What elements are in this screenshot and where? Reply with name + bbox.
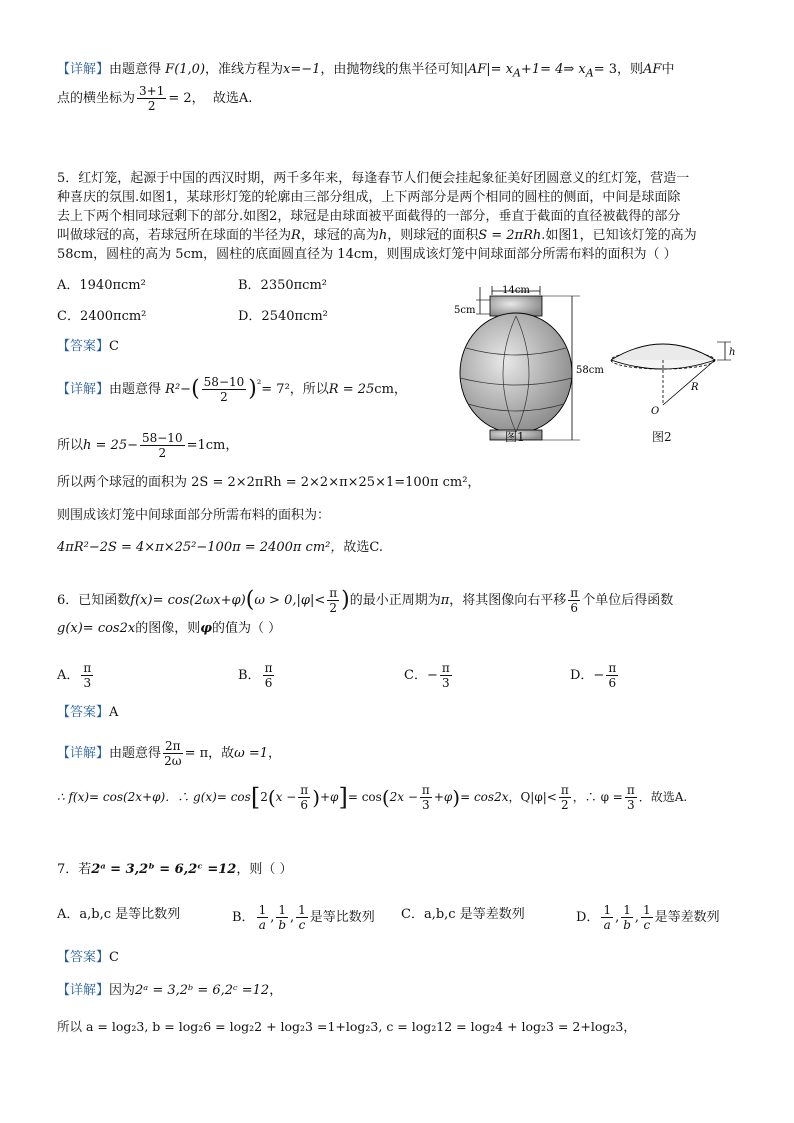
dim-right-label: 58cm [576,365,604,376]
q7-answer: 【答案】C [57,950,119,965]
figure-2-spherical-cap [605,330,745,420]
detail-tag: 【详解】 [57,62,110,77]
fraction: $\frac{2\pi}{2\omega}$ [164,739,182,768]
q5-option-c: C．2400πcm² [57,309,147,324]
q7-option-d: D． $\frac{1}{a}$ , $\frac{1}{b}$ , $\frac{1}{c}$ 是等差数列 [576,903,720,932]
fraction: $\frac{\pi}{2}$ [329,586,338,615]
label-O: O [651,406,660,417]
fraction: $\frac{\pi}{6}$ [570,586,579,615]
q6-detail-line1: 【详解】由题意得 $\frac{2\pi}{2\omega}$ = π，故ω =1， [57,739,282,768]
q5-option-b: B．2350πcm² [238,278,328,293]
q6-answer: 【答案】A [57,705,119,720]
q5-stem-line5: 58cm，圆柱的高为 5cm，圆柱的底面圆直径为 14cm，则围成该灯笼中间球面部分所需布料的面积为（ ） [57,247,677,262]
q5-detail-line2: 所以h = 25− $\frac{58-10}{2}$ =1cm， [57,431,239,460]
q5-stem-line4: 叫做球冠的高，若球冠所在球面的半径为R，球冠的高为h，则球冠的面积S = 2πRh.如图1，已知该灯笼的高为 [57,228,697,243]
q5-stem-line1: 5．红灯笼，起源于中国的西汉时期，两千多年来，每逢春节人们便会挂起象征美好团圆意义的红灯笼，营造一 [57,171,690,186]
q7-option-a: A．a,b,c 是等比数列 [57,907,181,922]
q6-option-b: B． $\frac{\pi}{6}$ [238,661,273,690]
answer-tag: 【答案】 [57,705,110,720]
q5-stem-line3: 去上下两个相同球冠剩下的部分.如图2，球冠是由球面被平面截得的一部分，垂直于截面的直径被截得的部分 [57,209,681,224]
figure-2-caption: 图2 [652,430,672,444]
q5-option-d: D．2540πcm² [238,309,328,324]
fraction: $\frac{58-10}{2}$ [141,431,183,460]
q5-stem-line2: 种喜庆的氛围.如图1，某球形灯笼的轮廓由三部分组成，上下两部分是两个相同的圆柱的侧面，中间是球面除 [57,190,681,205]
answer-tag: 【答案】 [57,950,110,965]
q6-detail-line2: ∴ f(x)= cos(2x+φ)．∴ g(x)= cos[2(x − $\frac{\pi}{6}$ )+φ]= cos(2x − $\frac{\pi}{3}$ +φ)= cos2x，Q|φ|< $\frac{\pi}{2}$ ，∴ φ = $\frac{\pi}{3}$ ．故选A. [57,783,688,812]
q5-option-a: A．1940πcm² [57,278,146,293]
q7-detail-line1: 【详解】因为2ᵃ = 3,2ᵇ = 6,2ᶜ =12， [57,983,283,998]
q5-detail-line3: 所以两个球冠的面积为 2S = 2×2πRh = 2×2×π×25×1=100π cm²， [57,475,481,490]
figure-1-caption: 图1 [505,430,525,444]
fraction: $\frac{3+1}{2}$ [139,84,165,113]
q5-detail-line4: 则围成该灯笼中间球面部分所需布料的面积为： [57,508,331,523]
q6-stem-line1: 6．已知函数f(x)= cos(2ωx+φ)(ω > 0,|φ|< $\frac{\pi}{2}$ )的最小正周期为π，将其图像向右平移 $\frac{\pi}{6}$ 个单位后得函数 [57,586,674,615]
answer-tag: 【答案】 [57,339,110,354]
detail-tag: 【详解】 [57,382,110,397]
cap-dome [611,344,715,360]
label-R: R [691,382,699,393]
q6-option-a: A． $\frac{\pi}{3}$ [57,661,92,690]
fraction: $\frac{58-10}{2}$ [203,375,245,404]
label-h: h [729,347,736,358]
q6-option-d: D．− $\frac{\pi}{6}$ [570,661,617,690]
q4-detail-line2: 点的横坐标为 $\frac{3+1}{2}$ = 2， 故选A. [57,84,253,113]
q6-option-c: C．− $\frac{\pi}{3}$ [404,661,450,690]
q5-detail-line5: 4πR²−2S = 4×π×25²−100π = 2400π cm²，故选C. [57,540,384,555]
dim-left-label: 5cm [454,305,476,316]
detail-tag: 【详解】 [57,983,110,998]
q7-option-c: C．a,b,c 是等差数列 [401,907,525,922]
q5-detail-line1: 【详解】由题意得 R²−( $\frac{58-10}{2}$ )$^{^2}$= 7²，所以R = 25cm， [57,375,407,404]
q5-answer: 【答案】C [57,339,119,354]
q7-detail-line2: 所以 a = log₂3, b = log₂6 = log₂2 + log₂3 =1+log₂3, c = log₂12 = log₂4 + log₂3 = 2+log₂3， [57,1019,636,1034]
sphere [460,313,572,433]
q6-stem-line2: g(x)= cos2x的图像，则φ的值为（ ） [57,621,282,636]
q7-option-b: B． $\frac{1}{a}$ , $\frac{1}{b}$ , $\frac{1}{c}$ 是等比数列 [232,903,375,932]
q4-detail-line1: 【详解】由题意得 F(1,0)，准线方程为x=−1，由抛物线的焦半径可知$|AF|= x_A+1=$ 4⇒ $x_A= 3$，则AF中 [57,62,675,80]
q7-stem: 7．若2ᵃ = 3,2ᵇ = 6,2ᶜ =12，则（ ） [57,862,293,877]
dim-top-label: 14cm [502,285,530,296]
detail-tag: 【详解】 [57,746,110,761]
figure-1-lantern [450,280,610,450]
